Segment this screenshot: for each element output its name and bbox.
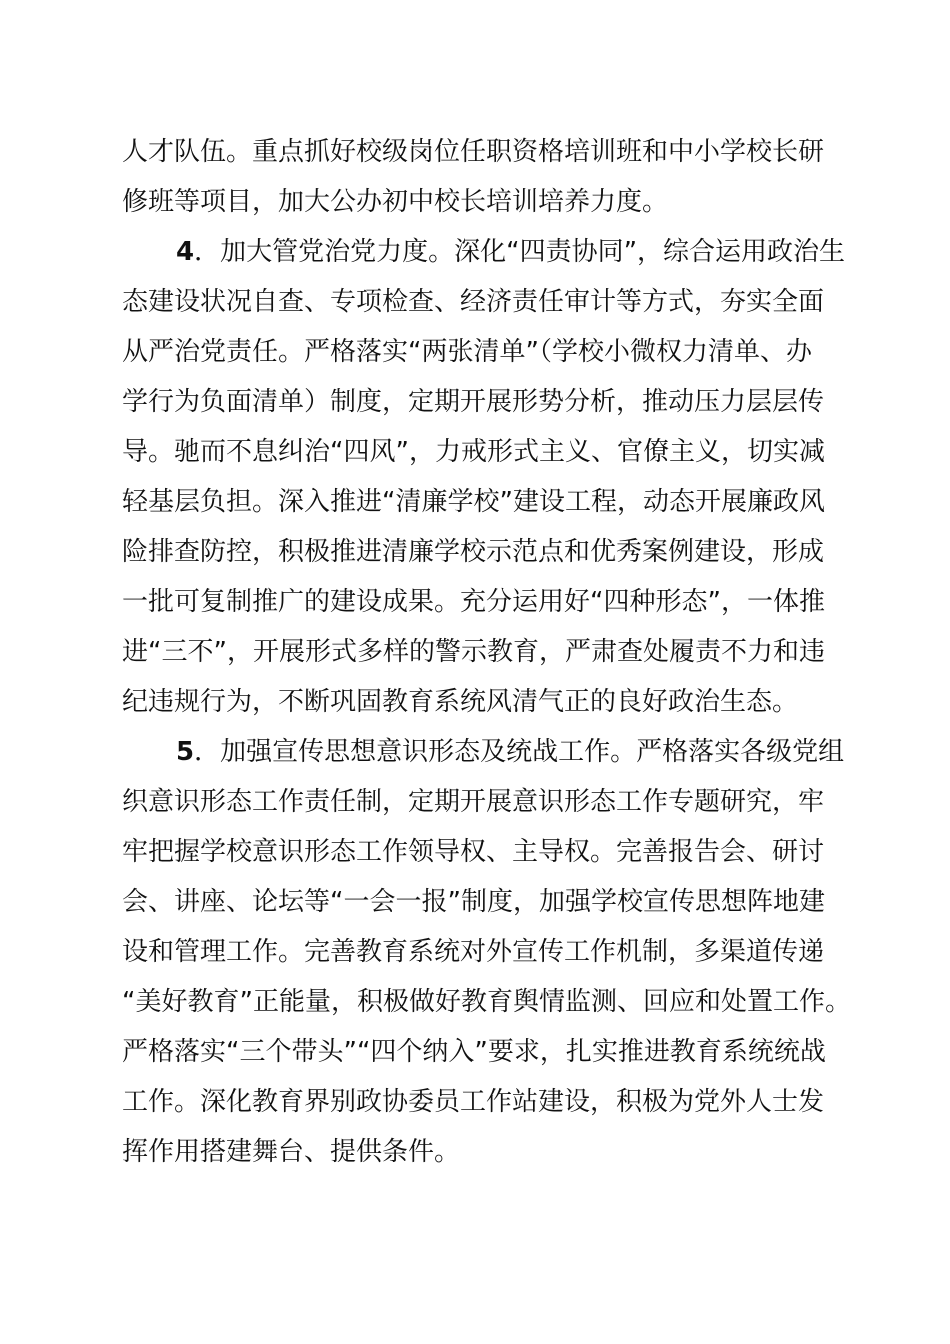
paragraph-line: 态建设状况自查、专项检查、经济责任审计等方式，夯实全面	[122, 287, 825, 317]
paragraph-line: 进“三不”，开展形式多样的警示教育，严肃查处履责不力和违	[122, 637, 825, 667]
paragraph-line: 险排查防控，积极推进清廉学校示范点和优秀案例建设，形成	[122, 537, 825, 567]
paragraph-line: 导。驰而不息纠治“四风”，力戒形式主义、官僚主义，切实减	[122, 437, 825, 467]
paragraph-line: 从严治党责任。严格落实“两张清单”（学校小微权力清单、办	[122, 337, 812, 367]
paragraph-line: 挥作用搭建舞台、提供条件。	[122, 1137, 461, 1167]
paragraph-line: 纪违规行为，不断巩固教育系统风清气正的良好政治生态。	[122, 687, 799, 717]
paragraph-line: 修班等项目，加大公办初中校长培训培养力度。	[122, 187, 669, 217]
item-4-number: 4	[176, 237, 195, 267]
paragraph-line: 牢把握学校意识形态工作领导权、主导权。完善报告会、研讨	[122, 837, 825, 867]
paragraph-line: 会、讲座、论坛等“一会一报”制度，加强学校宣传思想阵地建	[122, 887, 825, 917]
item-5-heading-line: 5．加强宣传思想意识形态及统战工作。严格落实各级党组	[176, 737, 845, 767]
paragraph-line: 一批可复制推广的建设成果。充分运用好“四种形态”，一体推	[122, 587, 825, 617]
paragraph-line: 织意识形态工作责任制，定期开展意识形态工作专题研究，牢	[122, 787, 825, 817]
item-4-heading-line: 4．加大管党治党力度。深化“四责协同”，综合运用政治生	[176, 237, 846, 267]
paragraph-line: 学行为负面清单）制度，定期开展形势分析，推动压力层层传	[122, 387, 825, 417]
paragraph-line: 工作。深化教育界别政协委员工作站建设，积极为党外人士发	[122, 1087, 825, 1117]
paragraph-line: 人才队伍。重点抓好校级岗位任职资格培训班和中小学校长研	[122, 137, 825, 167]
paragraph-line: 设和管理工作。完善教育系统对外宣传工作机制，多渠道传递	[122, 937, 825, 967]
paragraph-line: 轻基层负担。深入推进“清廉学校”建设工程，动态开展廉政风	[122, 487, 825, 517]
paragraph-line: 严格落实“三个带头”“四个纳入”要求，扎实推进教育系统统战	[122, 1037, 826, 1067]
item-5-number: 5	[176, 737, 195, 767]
item-separator: ．	[194, 737, 221, 767]
paragraph-line: “美好教育”正能量，积极做好教育舆情监测、回应和处置工作。	[122, 987, 851, 1017]
item-separator: ．	[194, 237, 221, 267]
